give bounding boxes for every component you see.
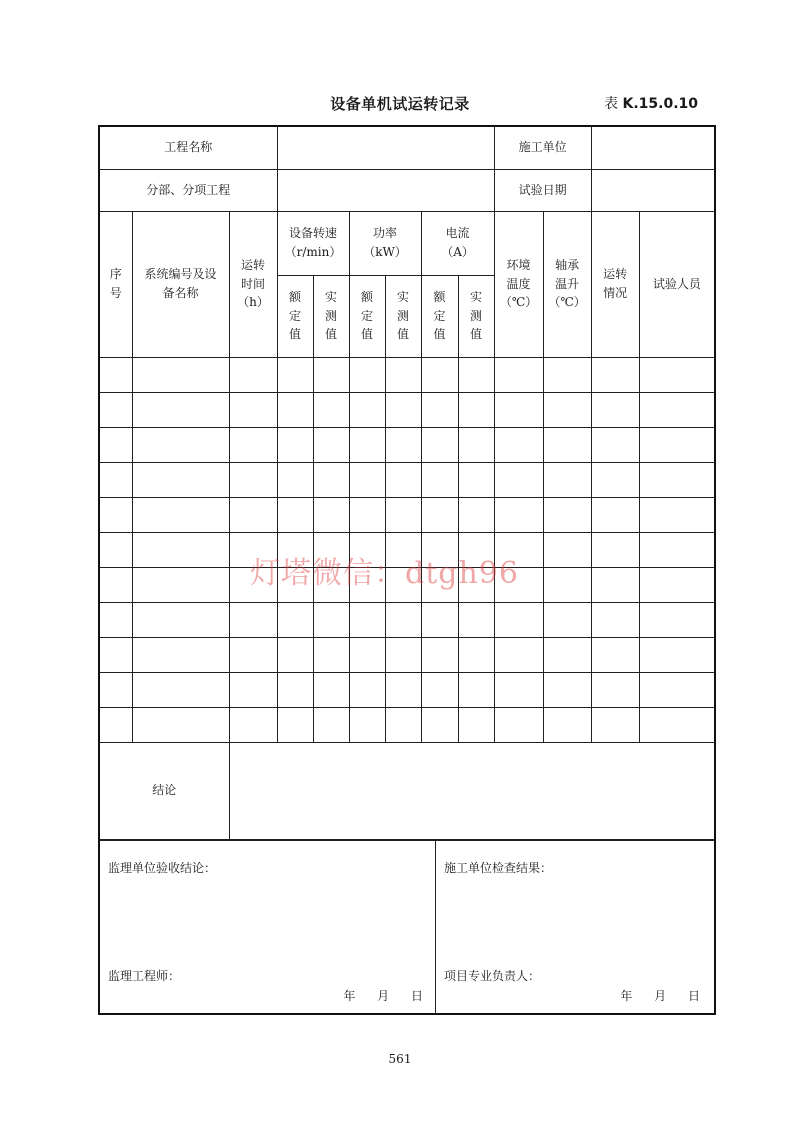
table-cell[interactable] [458,392,494,427]
table-row [100,427,714,462]
table-cell[interactable] [494,427,543,462]
table-cell[interactable] [591,532,639,567]
table-cell[interactable] [591,462,639,497]
table-prefix: 表 [604,96,619,112]
table-cell[interactable] [421,672,458,707]
table-row [100,357,714,392]
table-cell[interactable] [421,707,458,742]
table-cell[interactable] [385,637,421,672]
table-cell[interactable] [421,602,458,637]
table-cell[interactable] [100,427,132,462]
col-current-rated: 额 定 值 [421,275,458,357]
col-speed: 设备转速 （r/min） [277,211,349,275]
subproject-row [100,169,714,211]
table-cell[interactable] [349,602,385,637]
table-cell[interactable] [100,497,132,532]
table-cell[interactable] [385,602,421,637]
table-cell[interactable] [639,602,714,637]
table-cell[interactable] [229,357,277,392]
supervision-title: 监理单位验收结论： [108,860,217,875]
table-cell[interactable] [100,672,132,707]
table-cell[interactable] [458,707,494,742]
col-speed-rated: 额 定 值 [277,275,313,357]
project-name-label: 工程名称 [100,127,277,169]
col-run-status: 运转 情况 [591,211,639,357]
table-cell[interactable] [591,357,639,392]
table-cell[interactable] [543,392,591,427]
table-cell[interactable] [639,357,714,392]
table-cell[interactable] [494,392,543,427]
table-cell[interactable] [349,672,385,707]
table-cell[interactable] [132,637,229,672]
construction-section [436,841,714,1016]
record-table [100,127,714,840]
test-date-value[interactable] [591,169,714,211]
table-cell[interactable] [132,427,229,462]
table-cell[interactable] [591,602,639,637]
table-cell[interactable] [385,497,421,532]
table-cell[interactable] [313,357,349,392]
table-cell[interactable] [349,357,385,392]
table-cell[interactable] [639,392,714,427]
table-cell[interactable] [132,567,229,602]
table-cell[interactable] [132,707,229,742]
table-cell[interactable] [543,707,591,742]
supervision-date: 年 月 日 [343,988,423,1003]
table-row [100,497,714,532]
project-row [100,127,714,169]
table-cell[interactable] [591,707,639,742]
table-cell[interactable] [277,462,313,497]
table-cell[interactable] [313,602,349,637]
table-row [100,707,714,742]
table-cell[interactable] [229,602,277,637]
col-run-time: 运转 时间 （h） [229,211,277,357]
supervision-section [100,841,436,1016]
col-power-rated: 额 定 值 [349,275,385,357]
table-row [100,392,714,427]
table-cell[interactable] [277,427,313,462]
table-cell[interactable] [100,637,132,672]
table-number [604,93,698,113]
table-cell[interactable] [639,567,714,602]
table-row [100,637,714,672]
table-cell[interactable] [421,462,458,497]
table-cell[interactable] [543,532,591,567]
table-cell[interactable] [229,462,277,497]
table-cell[interactable] [132,357,229,392]
table-cell[interactable] [100,357,132,392]
header-row-1 [100,211,714,275]
table-cell[interactable] [132,602,229,637]
table-cell[interactable] [458,602,494,637]
conclusion-row [100,742,714,839]
table-cell[interactable] [229,392,277,427]
table-cell[interactable] [494,707,543,742]
table-cell[interactable] [543,567,591,602]
col-equipment: 系统编号及设 备名称 [132,211,229,357]
construction-date: 年 月 日 [620,988,700,1003]
form-title: 设备单机试运转记录 [330,95,470,113]
table-cell[interactable] [385,707,421,742]
table-cell[interactable] [639,672,714,707]
table-cell[interactable] [277,602,313,637]
col-tester: 试验人员 [639,211,714,357]
conclusion-value[interactable] [229,742,714,839]
table-cell[interactable] [494,497,543,532]
project-leader-label: 项目专业负责人： [444,968,541,983]
table-cell[interactable] [543,427,591,462]
table-cell[interactable] [421,637,458,672]
table-cell[interactable] [349,427,385,462]
table-cell[interactable] [591,392,639,427]
table-cell[interactable] [277,637,313,672]
table-cell[interactable] [591,497,639,532]
table-cell[interactable] [494,602,543,637]
table-cell[interactable] [100,707,132,742]
table-cell[interactable] [277,497,313,532]
table-cell[interactable] [543,637,591,672]
test-date-label: 试验日期 [494,169,591,211]
table-cell[interactable] [132,392,229,427]
col-current: 电流 （A） [421,211,494,275]
table-cell[interactable] [277,357,313,392]
table-cell[interactable] [494,357,543,392]
table-cell[interactable] [543,672,591,707]
table-row [100,462,714,497]
table-cell[interactable] [229,672,277,707]
table-cell[interactable] [313,427,349,462]
table-cell[interactable] [639,462,714,497]
table-cell[interactable] [591,637,639,672]
table-cell[interactable] [421,357,458,392]
table-cell[interactable] [421,392,458,427]
table-cell[interactable] [639,532,714,567]
table-cell[interactable] [421,497,458,532]
table-cell[interactable] [458,672,494,707]
table-cell[interactable] [385,462,421,497]
table-cell[interactable] [132,497,229,532]
subproject-value[interactable] [277,169,494,211]
watermark-text: 灯塔微信：dtgh96 [250,556,519,591]
table-cell[interactable] [313,497,349,532]
table-cell[interactable] [458,637,494,672]
table-cell[interactable] [591,567,639,602]
col-ambient-temp: 环境 温度 （℃） [494,211,543,357]
table-cell[interactable] [543,357,591,392]
table-cell[interactable] [229,707,277,742]
table-cell[interactable] [543,462,591,497]
supervision-engineer-label: 监理工程师： [108,968,181,983]
table-cell[interactable] [100,532,132,567]
col-speed-measured: 实 测 值 [313,275,349,357]
table-cell[interactable] [591,427,639,462]
table-cell[interactable] [313,637,349,672]
table-cell[interactable] [349,392,385,427]
col-power-measured: 实 测 值 [385,275,421,357]
table-cell[interactable] [277,707,313,742]
table-cell[interactable] [349,707,385,742]
table-cell[interactable] [313,672,349,707]
table-cell[interactable] [277,672,313,707]
signature-area [100,840,714,1016]
col-bearing-rise: 轴承 温升 （℃） [543,211,591,357]
table-cell[interactable] [639,497,714,532]
table-cell[interactable] [494,462,543,497]
col-current-measured: 实 测 值 [458,275,494,357]
table-cell[interactable] [229,637,277,672]
table-cell[interactable] [458,497,494,532]
table-cell[interactable] [100,567,132,602]
table-cell[interactable] [349,497,385,532]
col-seq: 序 号 [100,211,132,357]
table-cell[interactable] [639,637,714,672]
table-cell[interactable] [458,357,494,392]
table-cell[interactable] [494,672,543,707]
project-name-value[interactable] [277,127,494,169]
table-cell[interactable] [349,462,385,497]
table-cell[interactable] [458,427,494,462]
table-row [100,672,714,707]
table-cell[interactable] [229,497,277,532]
table-row [100,602,714,637]
table-cell[interactable] [385,672,421,707]
table-cell[interactable] [458,462,494,497]
table-cell[interactable] [639,427,714,462]
table-cell[interactable] [277,392,313,427]
table-cell[interactable] [494,637,543,672]
table-cell[interactable] [132,462,229,497]
table-cell[interactable] [349,637,385,672]
page-number: 561 [388,1052,412,1066]
table-number-value: K.15.0.10 [622,96,698,112]
table-cell[interactable] [543,497,591,532]
table-cell[interactable] [229,427,277,462]
conclusion-label: 结论 [100,742,229,839]
table-cell[interactable] [313,707,349,742]
construction-unit-label: 施工单位 [494,127,591,169]
table-cell[interactable] [639,707,714,742]
construction-unit-value[interactable] [591,127,714,169]
table-cell[interactable] [385,357,421,392]
table-cell[interactable] [100,602,132,637]
table-cell[interactable] [313,462,349,497]
table-cell[interactable] [385,427,421,462]
table-cell[interactable] [313,392,349,427]
col-power: 功率 （kW） [349,211,421,275]
table-cell[interactable] [421,427,458,462]
subproject-label: 分部、分项工程 [100,169,277,211]
construction-title: 施工单位检查结果： [444,860,553,875]
table-cell[interactable] [100,392,132,427]
table-cell[interactable] [132,672,229,707]
table-cell[interactable] [132,532,229,567]
table-cell[interactable] [591,672,639,707]
table-cell[interactable] [100,462,132,497]
table-cell[interactable] [543,602,591,637]
table-cell[interactable] [385,392,421,427]
